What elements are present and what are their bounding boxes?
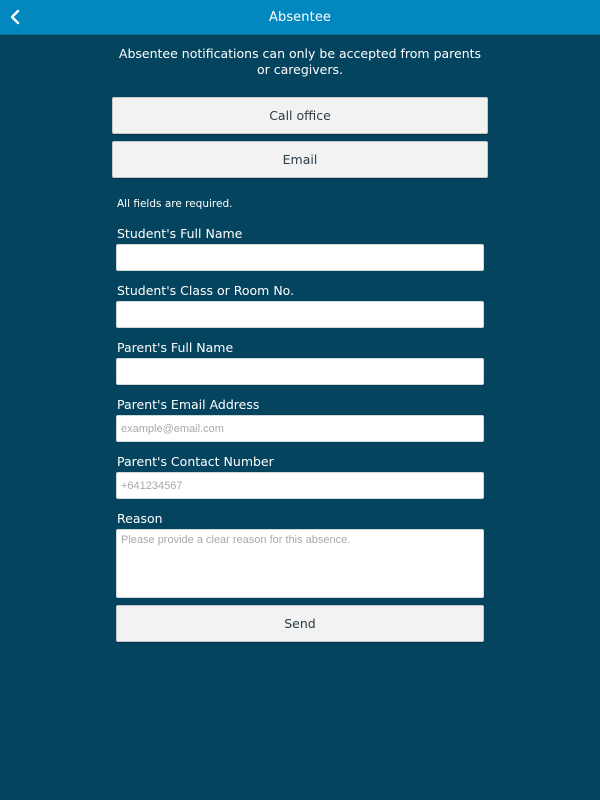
absentee-notice: Absentee notifications can only be accepted from parents or caregivers. — [118, 46, 482, 77]
page-title: Absentee — [268, 10, 332, 25]
reason-label: Reason — [117, 511, 163, 526]
call-office-button[interactable]: Call office — [112, 97, 488, 134]
student-name-label: Student's Full Name — [117, 226, 243, 241]
reason-textarea[interactable] — [116, 529, 484, 598]
parent-name-label: Parent's Full Name — [117, 340, 234, 355]
parent-email-label: Parent's Email Address — [117, 397, 260, 412]
parent-name-input[interactable] — [116, 358, 484, 385]
required-note: All fields are required. — [117, 198, 233, 210]
top-bar — [0, 0, 600, 35]
class-room-label: Student's Class or Room No. — [117, 283, 295, 298]
parent-phone-input[interactable] — [116, 472, 484, 499]
send-button[interactable]: Send — [116, 605, 484, 642]
class-room-input[interactable] — [116, 301, 484, 328]
student-name-input[interactable] — [116, 244, 484, 271]
email-button[interactable]: Email — [112, 141, 488, 178]
parent-phone-label: Parent's Contact Number — [117, 454, 274, 469]
parent-email-input[interactable] — [116, 415, 484, 442]
